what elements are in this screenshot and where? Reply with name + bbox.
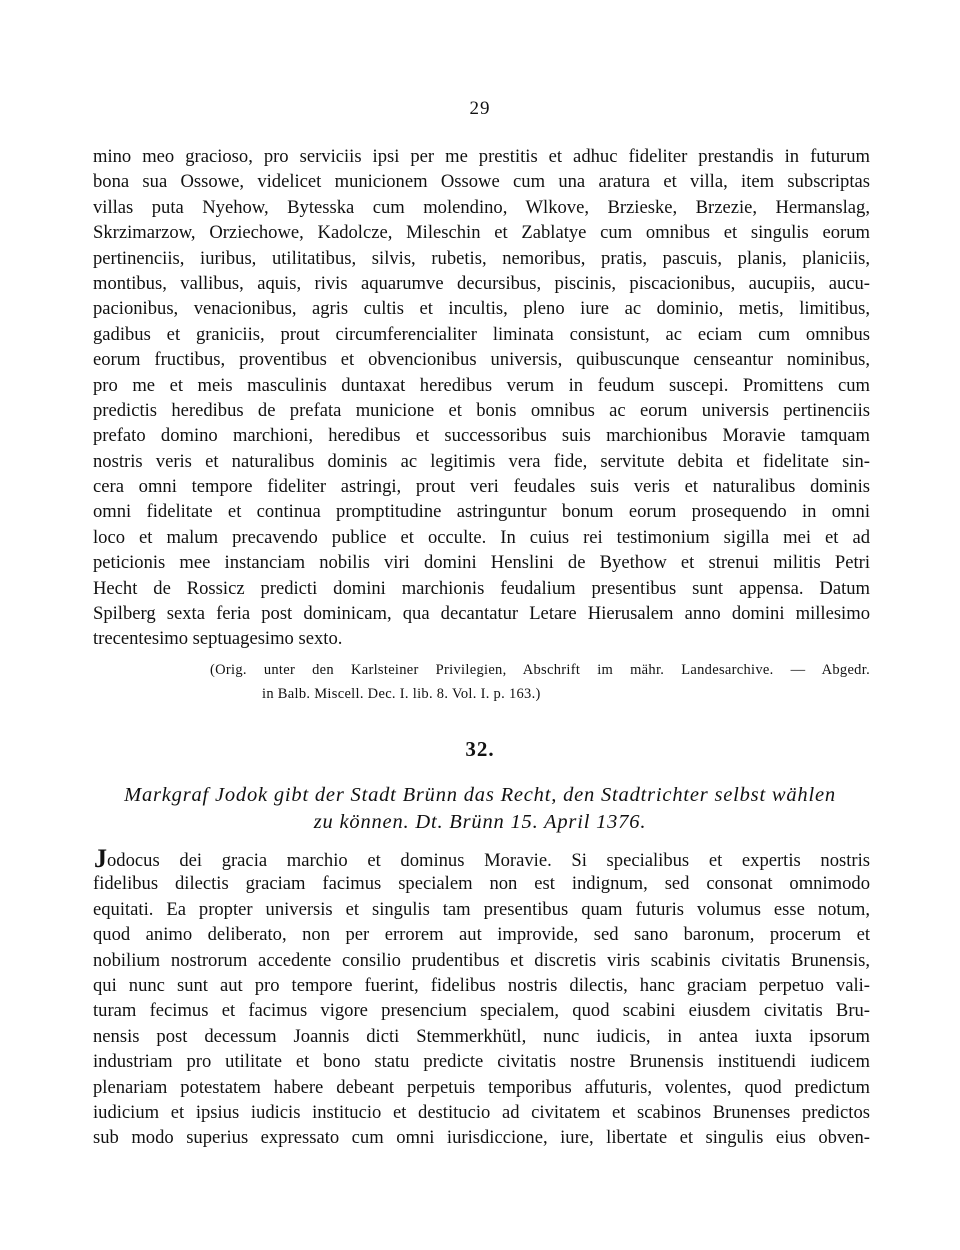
source-note: [210, 658, 870, 706]
text-line: mino meo gracioso, pro serviciis ipsi per me prestitis et adhuc fideliter prestandis in futurum: [93, 146, 870, 167]
text-line: cera omni tempore fideliter astringi, prout veri feudales suis veris et naturalibus dominis: [93, 476, 870, 498]
text-line: loco et malum precavendo publice et occulte. In cuius rei testimonium sigilla mei et ad: [93, 526, 870, 548]
source-note-line: (Orig. unter den Karlsteiner Privilegien, Abschrift im mähr. Landesarchive. — Abgedr.: [210, 662, 870, 678]
drop-cap: J: [94, 846, 107, 872]
text-line: nensis post decessum Joannis dicti Stemmerkhütl, nunc iudicis, in antea iuxta ipsorum: [93, 1025, 870, 1047]
text-line: turam fecimus et facimus vigore presencium specialem, quod scabini eiusdem civitatis Bru-: [93, 1000, 870, 1022]
text-line: pro me et meis masculinis duntaxat heredibus verum in feudum suscepi. Promittens cum: [93, 374, 870, 396]
document-number: 32.: [465, 737, 495, 761]
text-line: iudicium et ipsius iudicis institucio et destitucio ad civitatem et scabinos Brunenses predictos: [93, 1101, 870, 1123]
text-line: sub modo superius expressato cum omni iurisdiccione, iure, libertate et singulis eius obven-: [93, 1127, 870, 1149]
heading-line: Markgraf Jodok gibt der Stadt Brünn das Recht, den Stadtrichter selbst wählen: [124, 784, 836, 806]
text-line: nobilium nostrorum accedente consilio prudentibus et discretis viris scabinis civitatis Brunensis,: [93, 949, 870, 971]
text-line: Skrzimarzow, Orziechowe, Kadolcze, Mileschin et Zablatye cum omnibus et singulis eorum: [93, 222, 870, 244]
text-line: trecentesimo septuagesimo sexto.: [93, 628, 343, 650]
text-line: gadibus et graniciis, prout circumferencialiter liminata consistunt, ac eciam cum omnibus: [93, 323, 870, 345]
document-heading: [0, 782, 960, 836]
text-line: equitati. Ea propter universis et singulis tam presentibus quam futuris volumus esse notum,: [93, 898, 870, 920]
text-line: plenariam potestatem habere debeant perpetuis temporibus affuturis, volentes, quod predictum: [93, 1076, 870, 1098]
text-line: Hecht de Rossicz predicti domini marchionis feudalium presentibus sunt appensa. Datum: [93, 577, 870, 599]
text-line: nostris veris et naturalibus dominis ac legitimis vera fide, servitute debita et fidelitate sin-: [93, 450, 870, 472]
text-line: predictis heredibus de prefata municione et bonis omnibus ac eorum universis pertinenciis: [93, 399, 870, 421]
paragraph-continued-charter: [93, 144, 870, 652]
text-line: villas puta Nyehow, Bytesska cum molendino, Wlkove, Brzieske, Brzezie, Hermanslag,: [93, 196, 870, 218]
text-line: peticionis mee instanciam nobilis viri domini Henslini de Byethow et strenui militis Petri: [93, 552, 870, 574]
heading-line: zu können. Dt. Brünn 15. April 1376.: [313, 811, 647, 833]
text-line: pacionibus, venacionibus, agris cultis et incultis, pleno iure ac dominio, metis, limitibus,: [93, 298, 870, 320]
text-line: pertinenciis, iuribus, utilitatibus, silvis, rubetis, nemoribus, pratis, pascuis, planis, planiciis,: [93, 247, 870, 269]
text-line: Spilberg sexta feria post dominicam, qua decantatur Letare Hierusalem anno domini millesimo: [93, 603, 870, 625]
text-line-rest: odocus dei gracia marchio et dominus Moravie. Si specialibus et expertis nostris: [107, 850, 870, 871]
text-line: bona sua Ossowe, videlicet municionem Ossowe cum una aratura et villa, item subscriptas: [93, 171, 870, 193]
text-line: industriam pro utilitate et bono statu predicte civitatis nostre Brunensis instituendi iudicem: [93, 1051, 870, 1073]
page-number: 29: [469, 98, 491, 119]
text-line: omni fidelitate et continua promptitudine astringuntur bonum eorum prosequendo in omni: [93, 501, 870, 523]
text-line: montibus, vallibus, aquis, rivis aquarumve decursibus, piscinis, piscacionibus, aucupiis, aucu-: [93, 272, 870, 294]
text-line: fidelibus dilectis graciam facimus specialem non est indignum, sed consonat omnimodo: [93, 873, 870, 895]
text-line: quod animo deliberato, non per errorem aut improvide, sed sano baronum, procerum et: [93, 924, 870, 946]
paragraph-charter-text: [93, 846, 870, 1151]
text-line: qui nunc sunt aut pro tempore fuerint, fidelibus nostris dilectis, hanc graciam perpetuo vali-: [93, 974, 870, 996]
text-line: prefato domino marchioni, heredibus et successoribus suis marchionibus Moravie tamquam: [93, 425, 870, 447]
text-line: eorum fructibus, proventibus et obvencionibus universis, quibuscunque censeantur nominibus,: [93, 349, 870, 371]
source-note-line: in Balb. Miscell. Dec. I. lib. 8. Vol. I. p. 163.): [262, 686, 541, 702]
text-line-first: [93, 846, 870, 871]
